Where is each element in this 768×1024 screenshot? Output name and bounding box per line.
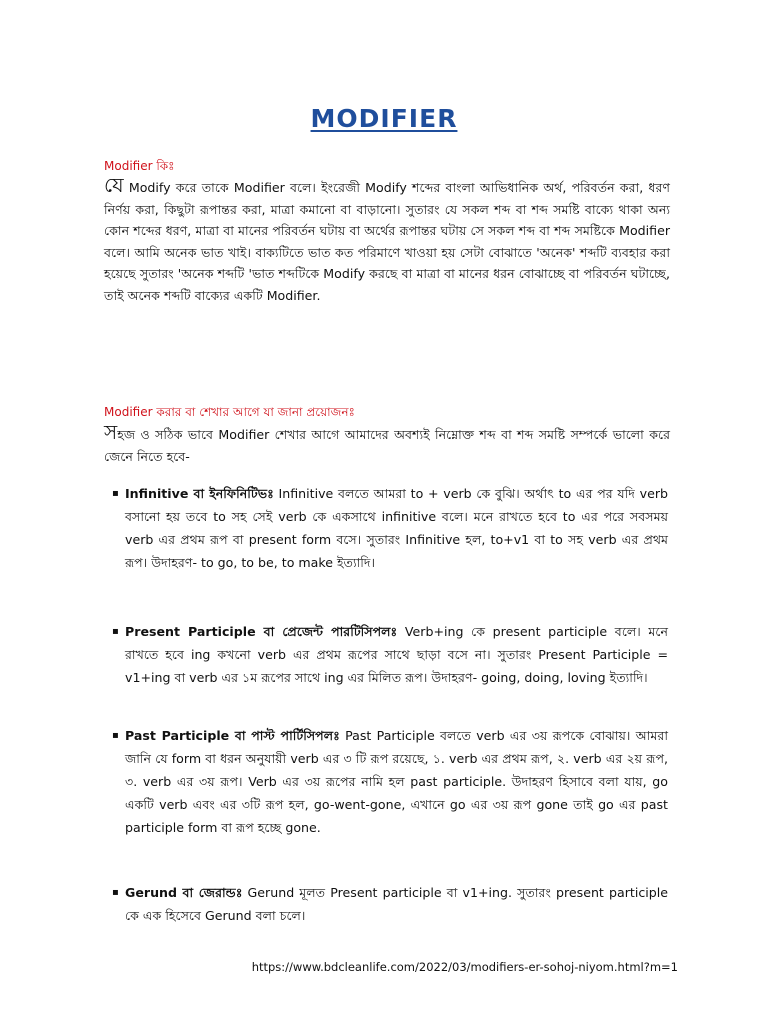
list-item-past-participle <box>125 724 668 839</box>
term-label: Infinitive বা ইনফিনিটিভঃ <box>125 486 274 501</box>
page-title: MODIFIER <box>310 104 458 133</box>
term-label: Gerund বা জেরান্ডঃ <box>125 885 243 900</box>
term-label: Past Participle বা পাস্ট পার্টিসিপলঃ <box>125 728 340 743</box>
list-item-infinitive <box>125 482 668 574</box>
drop-cap: স <box>104 420 118 444</box>
bullet-icon: ▪ <box>112 730 119 741</box>
definition-paragraph <box>104 173 670 306</box>
term-label: Present Participle বা প্রেজেন্ট পারটিসিপলঃ <box>125 624 398 639</box>
section-heading-prerequisites: Modifier করার বা শেখার আগে যা জানা প্রয়োজনঃ <box>104 405 355 419</box>
bullet-icon: ▪ <box>112 626 119 637</box>
term-description: Verb+ing কে present participle বলে। মনে রাখতে হবে ing কখনো verb এর প্রথম রূপের সাথে ছাড়া বসে না। সুতারং Present Participle = v1+ing বা verb এর ১ম রূপের সাথে ing এর মিলিত রূপ। উদাহরণ- going, doing, loving ইত্যাদি। <box>125 624 668 685</box>
prerequisites-paragraph <box>104 420 670 467</box>
term-description: Infinitive বলতে আমরা to + verb কে বুঝি। অর্থাৎ to এর পর যদি verb বসানো হয় তবে to সহ সেই verb কে একসাথে infinitive বলে। মনে রাখতে হবে to এর পরে সবসময় verb এর প্রথম রূপ বা present form বসে। সুতারং Infinitive হল, to+v1 বা to সহ verb এর প্রথম রূপ। উদাহরণ- to go, to be, to make ইত্যাদি। <box>125 486 669 570</box>
definition-text: Modify করে তাকে Modifier বলে। ইংরেজী Modify শব্দের বাংলা আভিধানিক অর্থ, পরিবর্তন করা, ধরণ নির্ণয় করা, কিছুটা রূপান্তর করা, মাত্রা কমানো বা বাড়ানো। সুতারং যে সকল শব্দ বা শব্দ সমষ্টি বাক্যে থাকা অন্য কোন শব্দের ধরণ, মাত্রা বা মানের পরিবর্তন ঘটায় বা অর্থের রূপান্তর ঘটায় সে সকল শব্দ বা শব্দ সমষ্টিকে Modifier বলে। আমি অনেক ভাত খাই। বাক্যটিতে ভাত কত পরিমাণে খাওয়া হয় সেটা বোঝাতে 'অনেক' শব্দটি ব্যবহার করা হয়েছে সুতারং 'অনেক শব্দটি 'ভাত শব্দটিকে Modify করছে বা মাত্রা বা মানের ধরন বোঝাচ্ছে বা পরিবর্তন ঘটাচ্ছে, তাই অনেক শব্দটি বাক্যের একটি Modifier. <box>104 180 670 303</box>
bullet-icon: ▪ <box>112 887 119 898</box>
term-description: Gerund মূলত Present participle বা v1+ing. সুতারং present participle কে এক হিসেবে Gerund বলা চলে। <box>125 885 668 923</box>
list-item-gerund <box>125 881 668 927</box>
list-item-present-participle <box>125 620 668 689</box>
section-heading-what-is-modifier: Modifier কিঃ <box>104 159 175 173</box>
prerequisites-text: হজ ও সঠিক ভাবে Modifier শেখার আগে আমাদের অবশ্যই নিম্নোক্ত শব্দ বা শব্দ সমষ্টি সম্পর্কে ভালো করে জেনে নিতে হবে- <box>104 427 670 464</box>
bullet-icon: ▪ <box>112 488 119 499</box>
drop-cap: যে <box>104 173 124 197</box>
source-url: https://www.bdcleanlife.com/2022/03/modifiers-er-sohoj-niyom.html?m=1 <box>251 960 678 974</box>
term-description: Past Participle বলতে verb এর ৩য় রূপকে বোঝায়। আমরা জানি যে form বা ধরন অনুযায়ী verb এর ৩ টি রূপ রয়েছে, ১. verb এর প্রথম রূপ, ২. verb এর ২য় রূপ, ৩. verb এর ৩য় রূপ। Verb এর ৩য় রূপের নামি হল past participle. উদাহরণ হিসাবে বলা যায়, go একটি verb এবং এর ৩টি রূপ হল, go-went-gone, এখানে go এর ৩য় রূপ gone তাই go এর past participle form বা রূপ হচ্ছে gone. <box>125 728 668 835</box>
